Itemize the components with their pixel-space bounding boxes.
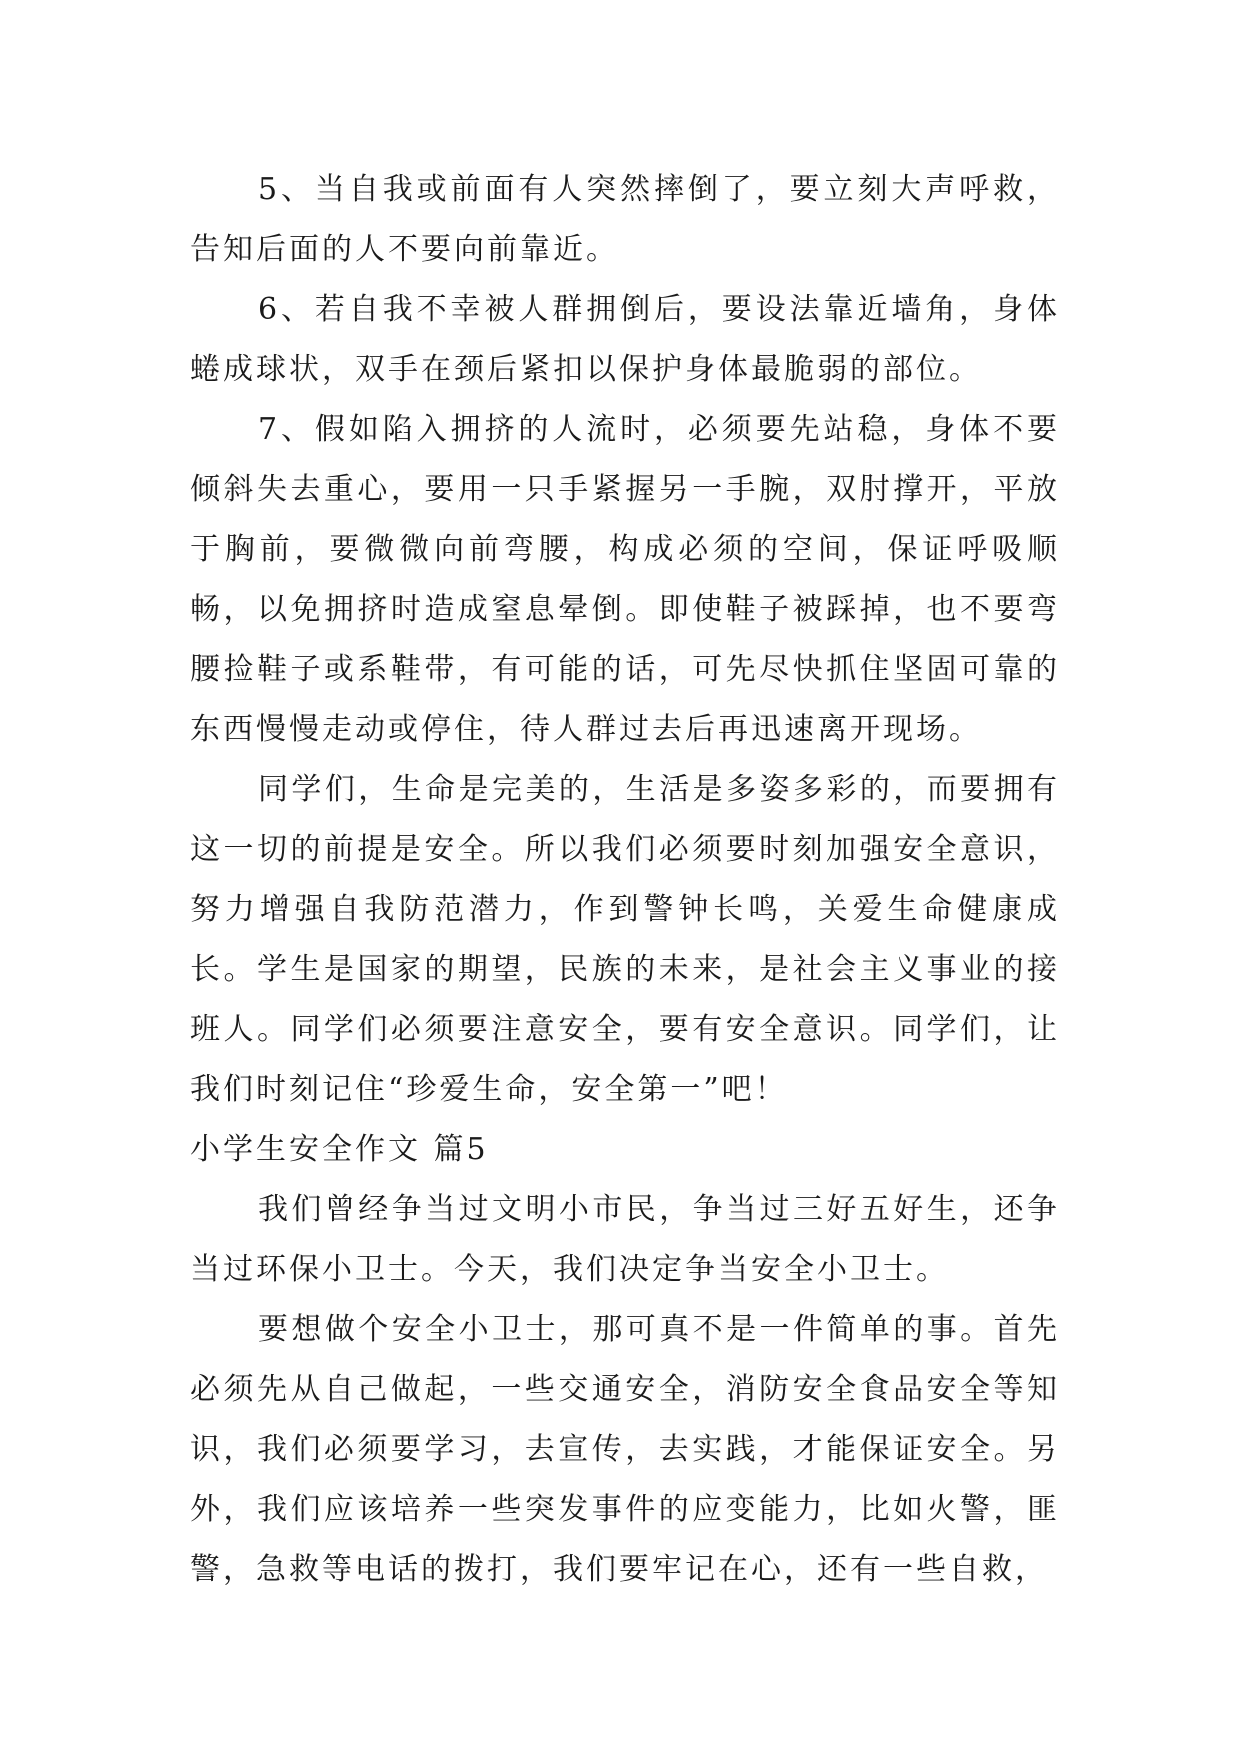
paragraph-item-5: 5、当自我或前面有人突然摔倒了，要立刻大声呼救，告知后面的人不要向前靠近。 (190, 172, 1060, 267)
paragraph-item-6: 6、若自我不幸被人群拥倒后，要设法靠近墙角，身体蜷成球状，双手在颈后紧扣以保护身体最脆弱的部位。 (190, 292, 1060, 387)
paragraph-body: 要想做个安全小卫士，那可真不是一件简单的事。首先必须先从自己做起，一些交通安全，消防安全食品安全等知识，我们必须要学习，去宣传，去实践，才能保证安全。另外，我们应该培养一些突发事件的应变能力，比如火警，匪警，急救等电话的拨打，我们要牢记在心，还有一些自救， (190, 1312, 1060, 1587)
section-heading: 小学生安全作文 篇5 (190, 1132, 489, 1167)
paragraph-conclusion: 同学们，生命是完美的，生活是多姿多彩的，而要拥有这一切的前提是安全。所以我们必须要时刻加强安全意识，努力增强自我防范潜力，作到警钟长鸣，关爱生命健康成长。学生是国家的期望，民族的未来，是社会主义事业的接班人。同学们必须要注意安全，要有安全意识。同学们，让我们时刻记住“珍爱生命，安全第一”吧！ (190, 772, 1060, 1107)
paragraph-item-7: 7、假如陷入拥挤的人流时，必须要先站稳，身体不要倾斜失去重心，要用一只手紧握另一手腕，双肘撑开，平放于胸前，要微微向前弯腰，构成必须的空间，保证呼吸顺畅，以免拥挤时造成窒息晕倒。即使鞋子被踩掉，也不要弯腰捡鞋子或系鞋带，有可能的话，可先尽快抓住坚固可靠的东西慢慢走动或停住，待人群过去后再迅速离开现场。 (190, 412, 1060, 747)
document-body (190, 160, 1060, 1600)
paragraph-intro: 我们曾经争当过文明小市民，争当过三好五好生，还争当过环保小卫士。今天，我们决定争当安全小卫士。 (190, 1192, 1060, 1287)
